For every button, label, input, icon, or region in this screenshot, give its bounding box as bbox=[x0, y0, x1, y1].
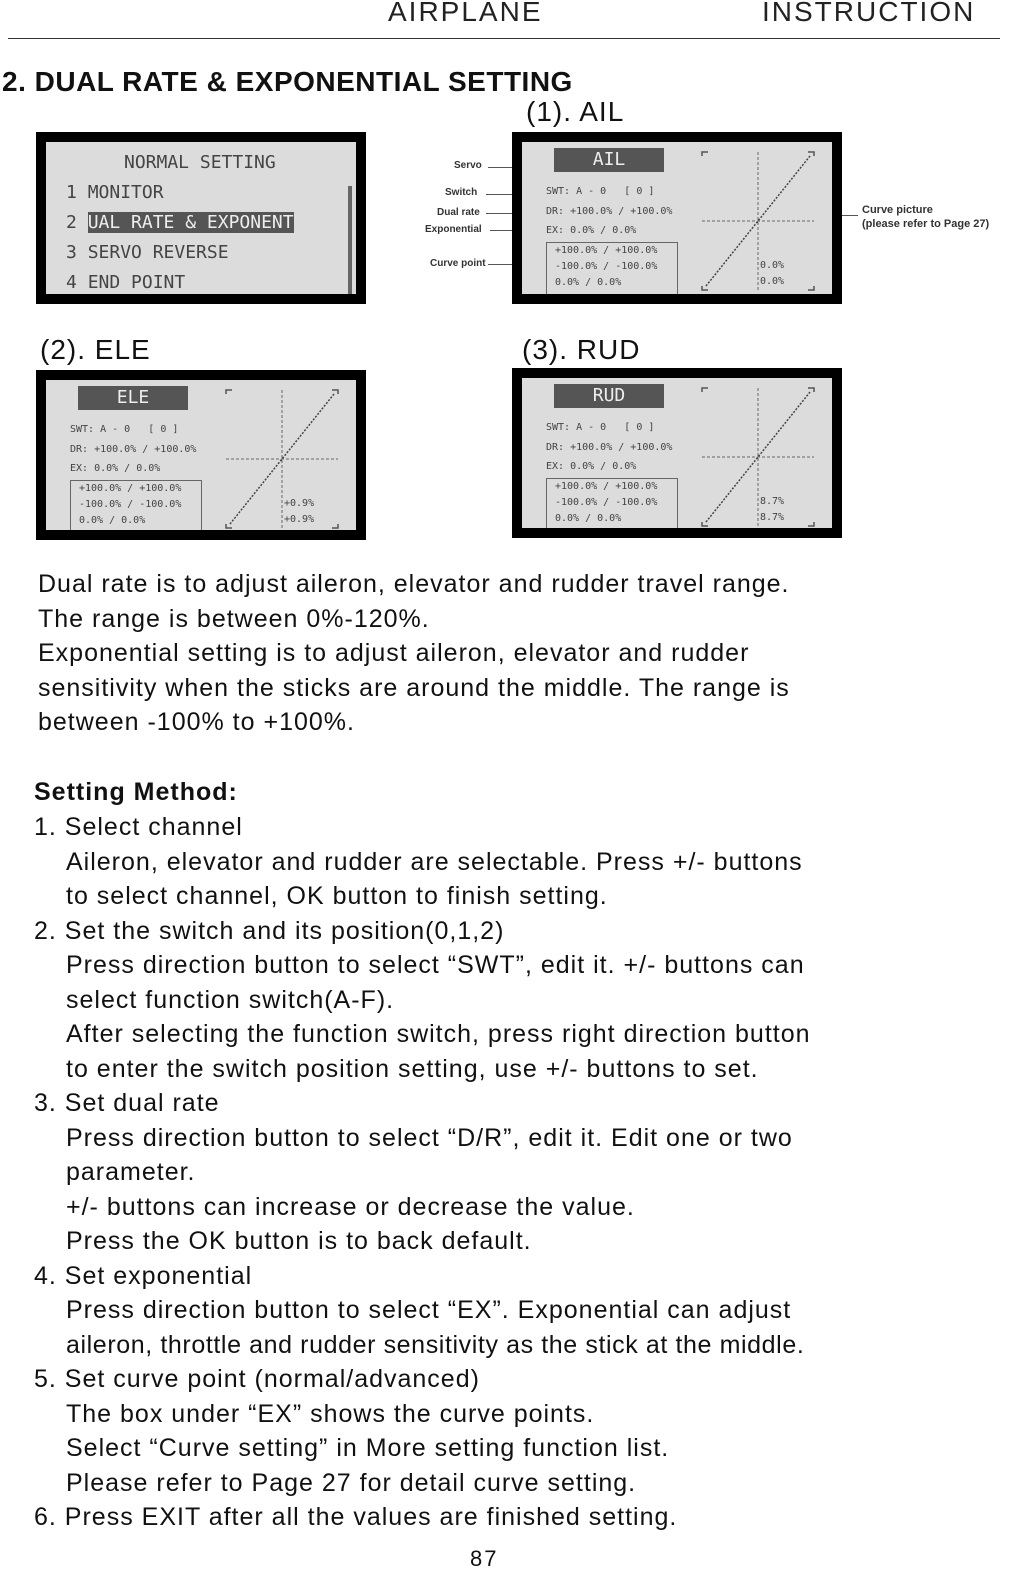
channel-name: AIL bbox=[554, 148, 664, 172]
method-line: parameter. bbox=[66, 1158, 196, 1186]
curve-point-2: -100.0% / -100.0% bbox=[79, 499, 182, 510]
ele-screen bbox=[36, 370, 366, 540]
channel-name: RUD bbox=[554, 384, 664, 408]
curve-point-box bbox=[546, 478, 678, 528]
method-step: 4. Set exponential bbox=[34, 1261, 253, 1290]
method-step: 3. Set dual rate bbox=[34, 1089, 220, 1117]
method-line: Press direction button to select “D/R”, edit it. Edit one or two bbox=[66, 1123, 793, 1152]
intro-line: sensitivity when the sticks are around the middle. The range is bbox=[38, 673, 790, 702]
output-1: +0.9% bbox=[284, 498, 315, 509]
header-airplane: AIRPLANE bbox=[388, 0, 543, 27]
callout-curve-point: Curve point bbox=[430, 258, 486, 269]
dr-row: DR: +100.0% / +100.0% bbox=[546, 442, 673, 453]
callout-servo: Servo bbox=[454, 160, 482, 171]
curve-point-2: -100.0% / -100.0% bbox=[555, 261, 658, 272]
menu-title: NORMAL SETTING bbox=[124, 152, 276, 173]
output-2: 8.7% bbox=[760, 512, 785, 523]
callout-dual-rate: Dual rate bbox=[437, 207, 480, 218]
menu-item-monitor: 1 MONITOR bbox=[66, 182, 164, 203]
method-list bbox=[34, 810, 1018, 1535]
callout-switch: Switch bbox=[445, 187, 478, 198]
dr-row: DR: +100.0% / +100.0% bbox=[70, 444, 197, 455]
method-heading: Setting Method: bbox=[34, 778, 238, 806]
intro-line: Dual rate is to adjust aileron, elevator and rudder travel range. bbox=[38, 570, 790, 598]
rud-screen bbox=[512, 368, 842, 538]
curve-point-3: 0.0% / 0.0% bbox=[555, 513, 622, 524]
caption-ele: (2). ELE bbox=[40, 334, 151, 365]
method-step: 1. Select channel bbox=[34, 813, 243, 841]
header-instruction: INSTRUCTION bbox=[762, 0, 976, 27]
caption-ail: (1). AIL bbox=[526, 96, 625, 127]
section-title: 2. DUAL RATE & EXPONENTIAL SETTING bbox=[2, 66, 573, 97]
menu-item-servo-reverse: 3 SERVO REVERSE bbox=[66, 242, 229, 263]
method-line: to enter the switch position setting, use +/- buttons to set. bbox=[66, 1054, 759, 1083]
ex-row: EX: 0.0% / 0.0% bbox=[70, 463, 161, 474]
curve-point-3: 0.0% / 0.0% bbox=[79, 515, 146, 526]
method-step: 5. Set curve point (normal/advanced) bbox=[34, 1365, 480, 1393]
caption-rud: (3). RUD bbox=[522, 334, 641, 365]
swt-row: SWT: A - 0 [ 0 ] bbox=[70, 424, 179, 435]
method-line: The box under “EX” shows the curve points. bbox=[66, 1399, 595, 1428]
intro-line: between -100% to +100%. bbox=[38, 708, 355, 736]
curve-point-box bbox=[546, 242, 678, 294]
ex-row: EX: 0.0% / 0.0% bbox=[546, 461, 637, 472]
output-2: +0.9% bbox=[284, 514, 315, 525]
menu-item-dual-rate: 2 UAL RATE & EXPONENT bbox=[66, 212, 294, 233]
method-line: Press the OK button is to back default. bbox=[66, 1227, 532, 1255]
method-line: After selecting the function switch, press right direction button bbox=[66, 1020, 811, 1048]
intro-paragraph bbox=[38, 567, 790, 740]
swt-row: SWT: A - 0 [ 0 ] bbox=[546, 422, 655, 433]
curve-point-1: +100.0% / +100.0% bbox=[555, 245, 658, 256]
curve-picture bbox=[698, 384, 818, 528]
curve-point-3: 0.0% / 0.0% bbox=[555, 277, 622, 288]
method-line: aileron, throttle and rudder sensitivity as the stick at the middle. bbox=[66, 1330, 805, 1359]
menu-screen bbox=[36, 132, 366, 304]
header-rule bbox=[8, 38, 1000, 39]
callout-exponential: Exponential bbox=[425, 224, 482, 235]
menu-item-end-point: 4 END POINT bbox=[66, 272, 186, 293]
method-line: Press direction button to select “SWT”, edit it. +/- buttons can bbox=[66, 951, 805, 979]
curve-picture bbox=[222, 386, 342, 530]
method-line: +/- buttons can increase or decrease the value. bbox=[66, 1192, 635, 1221]
channel-name: ELE bbox=[78, 386, 188, 410]
curve-picture bbox=[698, 148, 818, 294]
swt-row: SWT: A - 0 [ 0 ] bbox=[546, 186, 655, 197]
dr-row: DR: +100.0% / +100.0% bbox=[546, 206, 673, 217]
method-line: select function switch(A-F). bbox=[66, 985, 395, 1014]
intro-line: Exponential setting is to adjust aileron, elevator and rudder bbox=[38, 639, 750, 667]
output-2: 0.0% bbox=[760, 276, 785, 287]
method-step: 6. Press EXIT after all the values are finished setting. bbox=[34, 1503, 678, 1531]
method-line: Select “Curve setting” in More setting function list. bbox=[66, 1434, 670, 1462]
intro-line: The range is between 0%-120%. bbox=[38, 604, 430, 633]
method-line: Press direction button to select “EX”. Exponential can adjust bbox=[66, 1296, 792, 1324]
curve-point-1: +100.0% / +100.0% bbox=[79, 483, 182, 494]
ail-screen bbox=[512, 132, 842, 304]
method-line: Aileron, elevator and rudder are selectable. Press +/- buttons bbox=[66, 847, 803, 876]
callout-curve-picture-note: (please refer to Page 27) bbox=[862, 218, 990, 230]
method-line: to select channel, OK button to finish setting. bbox=[66, 882, 608, 910]
page-number: 87 bbox=[470, 1546, 499, 1571]
callout-curve-picture: Curve picture bbox=[862, 204, 933, 216]
method-step: 2. Set the switch and its position(0,1,2) bbox=[34, 916, 505, 945]
output-1: 8.7% bbox=[760, 496, 785, 507]
curve-point-box bbox=[70, 480, 202, 530]
curve-point-1: +100.0% / +100.0% bbox=[555, 481, 658, 492]
menu-scrollbar bbox=[348, 186, 352, 294]
ex-row: EX: 0.0% / 0.0% bbox=[546, 225, 637, 236]
curve-point-2: -100.0% / -100.0% bbox=[555, 497, 658, 508]
output-1: 0.0% bbox=[760, 260, 785, 271]
method-line: Please refer to Page 27 for detail curve setting. bbox=[66, 1468, 637, 1497]
